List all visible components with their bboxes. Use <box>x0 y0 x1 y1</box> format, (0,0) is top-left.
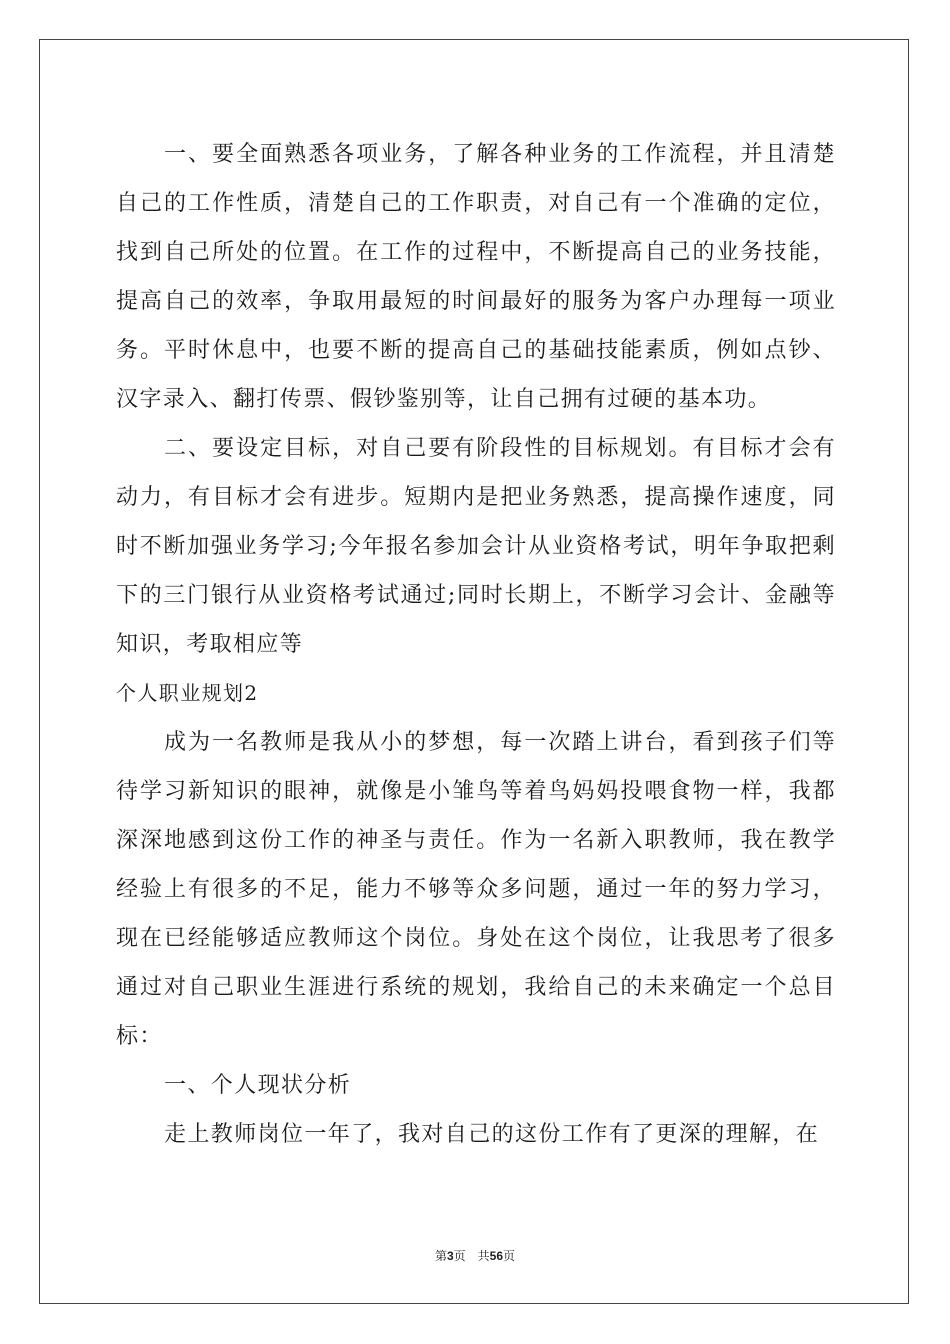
total-suffix: 页 <box>503 1249 516 1263</box>
subheading-status-analysis: 一、个人现状分析 <box>164 1073 352 1098</box>
page-footer <box>0 1247 950 1264</box>
total-pages: 56 <box>489 1249 504 1263</box>
section-title: 个人职业规划2 <box>116 681 259 705</box>
page-number: 3 <box>446 1249 454 1263</box>
total-prefix: 共 <box>477 1249 490 1263</box>
paragraph-1: 一、要全面熟悉各项业务，了解各种业务的工作流程，并且清楚自己的工作性质，清楚自己的工作职责，对自己有一个准确的定位，找到自己所处的位置。在工作的过程中，不断提高自己的业务技能，提高自己的效率，争取用最短的时间最好的服务为客户办理每一项业务。平时休息中，也要不断的提高自己的基础技能素质，例如点钞、汉字录入、翻打传票、假钞鉴别等，让自己拥有过硬的基本功。 <box>116 142 836 412</box>
paragraph-3: 成为一名教师是我从小的梦想，每一次踏上讲台，看到孩子们等待学习新知识的眼神，就像是小雏鸟等着鸟妈妈投喂食物一样，我都深深地感到这份工作的神圣与责任。作为一名新入职教师，我在教学经验上有很多的不足，能力不够等众多问题，通过一年的努力学习，现在已经能够适应教师这个岗位。身处在这个岗位，让我思考了很多通过对自己职业生涯进行系统的规划，我给自己的未来确定一个总目标： <box>116 730 836 1049</box>
page-prefix: 第 <box>434 1249 447 1263</box>
paragraph-2: 二、要设定目标，对自己要有阶段性的目标规划。有目标才会有动力，有目标才会有进步。短期内是把业务熟悉，提高操作速度，同时不断加强业务学习;今年报名参加会计从业资格考试，明年争取把剩下的三门银行从业资格考试通过;同时长期上，不断学习会计、金融等知识，考取相应等 <box>116 436 836 657</box>
page-suffix: 页 <box>453 1249 466 1263</box>
paragraph-4: 走上教师岗位一年了，我对自己的这份工作有了更深的理解，在 <box>164 1122 820 1147</box>
document-body <box>116 130 836 1159</box>
